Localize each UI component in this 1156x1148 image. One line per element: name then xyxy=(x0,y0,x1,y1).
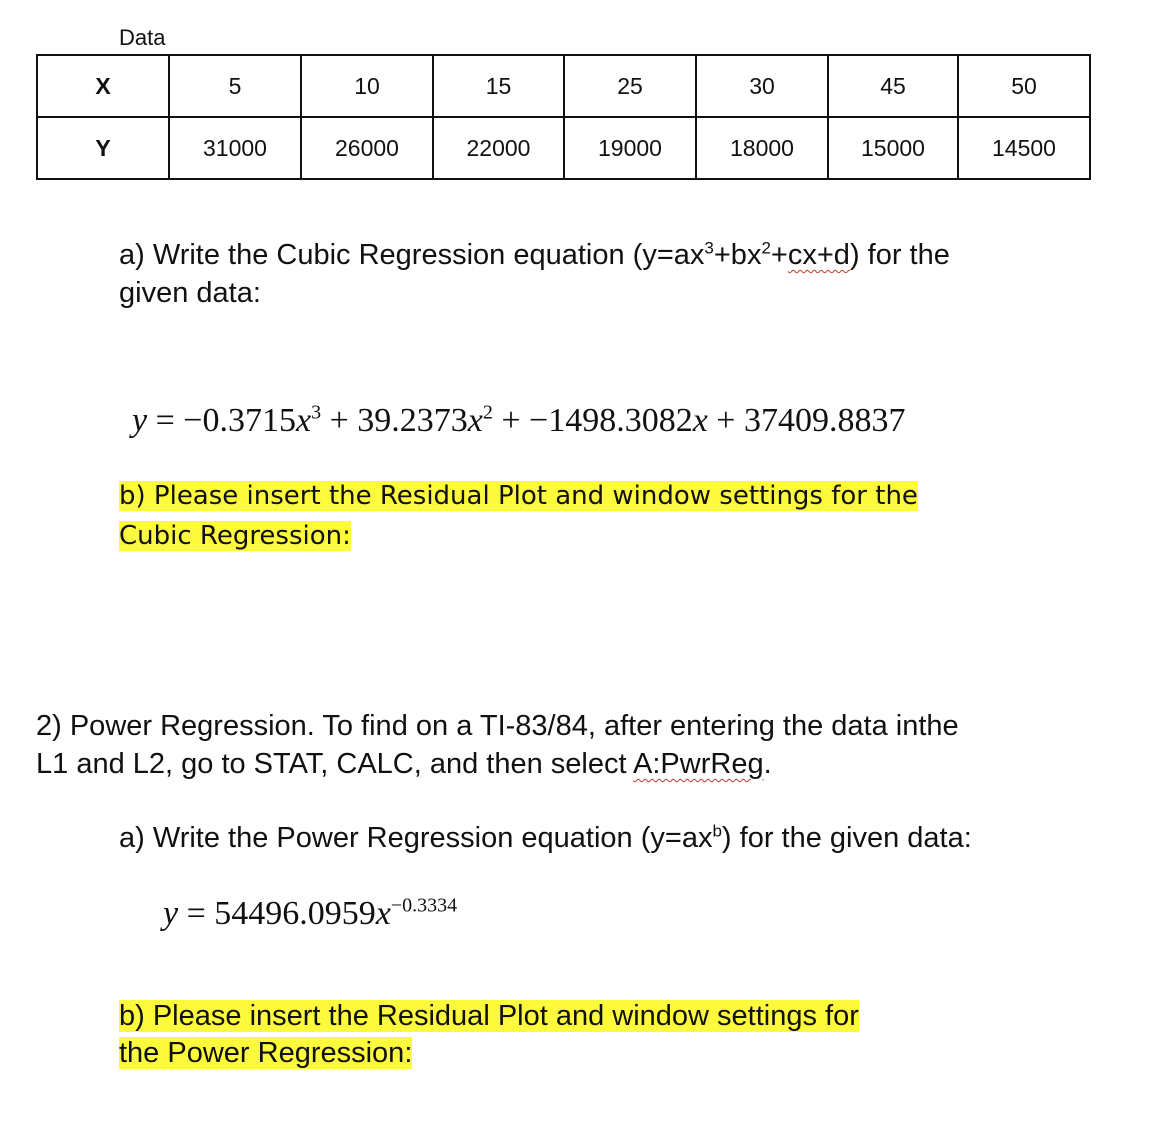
power-question-b: b) Please insert the Residual Plot and window settings for the Power Regression: xyxy=(119,1000,859,1069)
power-intro: 2) Power Regression. To find on a TI-83/84, after entering the data inthe L1 and L2, go to STAT, CALC, and then select A:PwrReg. xyxy=(36,710,959,780)
table-cell: 22000 xyxy=(433,117,564,179)
table-cell: 25 xyxy=(564,55,696,117)
table-cell: 26000 xyxy=(301,117,433,179)
table-cell: 50 xyxy=(958,55,1090,117)
cubic-equation: $y = -0.3715x^3 + 39.2373x^2 + -1498.3082x + 37409.8837$ xyxy=(132,401,906,439)
row-header-x: X xyxy=(37,55,169,117)
data-table xyxy=(36,54,1091,180)
table-row-x xyxy=(37,55,1090,117)
cubic-question-a: a) Write the Cubic Regression equation $(y=ax^3+bx^2+cx+d)$ for the given data: xyxy=(119,238,950,309)
table-cell: 14500 xyxy=(958,117,1090,179)
table-cell: 15000 xyxy=(828,117,958,179)
cubic-question-b: b) Please insert the Residual Plot and window settings for the Cubic Regression: xyxy=(119,481,918,551)
table-cell: 31000 xyxy=(169,117,301,179)
table-cell: 45 xyxy=(828,55,958,117)
table-cell: 5 xyxy=(169,55,301,117)
spellcheck-squiggle: cx+d xyxy=(787,239,850,271)
row-header-y: Y xyxy=(37,117,169,179)
table-cell: 10 xyxy=(301,55,433,117)
table-cell: 30 xyxy=(696,55,828,117)
power-question-a: a) Write the Power Regression equation $(y=ax^b)$ for the given data: xyxy=(119,821,972,854)
table-cell: 18000 xyxy=(696,117,828,179)
table-cell: 15 xyxy=(433,55,564,117)
data-label: Data xyxy=(119,25,166,50)
table-row-y xyxy=(37,117,1090,179)
table-cell: 19000 xyxy=(564,117,696,179)
spellcheck-squiggle: A:PwrReg xyxy=(633,748,764,780)
power-equation: $y = 54496.0959x^{-0.3334}$ xyxy=(163,894,458,932)
